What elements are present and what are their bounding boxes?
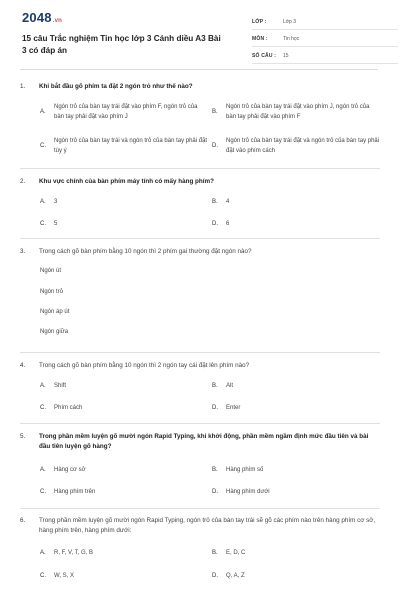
answer-option-a[interactable] bbox=[40, 466, 86, 476]
question-number: 6. bbox=[20, 517, 26, 524]
answer-option-a[interactable] bbox=[40, 382, 66, 392]
question-number: 1. bbox=[20, 83, 26, 90]
meta-value: 15 bbox=[283, 52, 289, 59]
option-text: Ngón trỏ của bàn tay trái đặt vào phím F, ngón trỏ của bàn tay phải đặt vào phím J bbox=[54, 104, 198, 120]
option-text: Hàng phím dưới bbox=[226, 489, 270, 495]
answer-option-b[interactable] bbox=[212, 466, 263, 476]
option-text: Ngón trỏ của bàn tay trái đặt và ngón trỏ của bàn tay phải đặt vào phím cách bbox=[226, 138, 380, 154]
answer-option-d[interactable] bbox=[212, 137, 380, 156]
option-text: 3 bbox=[54, 199, 58, 205]
option-text: Q, A, Z bbox=[226, 573, 245, 579]
question-2 bbox=[20, 177, 380, 187]
question-3 bbox=[20, 247, 380, 257]
question-5 bbox=[20, 432, 380, 452]
divider bbox=[20, 352, 380, 353]
question-text: Trong phần mềm luyện gõ mười ngón Rapid Typing, ngón trỏ của bàn tay trái sẽ gõ các phím nào trên hàng phím cơ sở, hàng phím trên, hàng phím dưới: bbox=[39, 517, 376, 534]
meta-label: SỐ CÂU : bbox=[252, 52, 277, 59]
answer-option[interactable]: Ngón áp út bbox=[40, 309, 70, 315]
option-text: 6 bbox=[226, 221, 230, 227]
question-text: Trong cách gõ bàn phím bằng 10 ngón thì 2 ngón tay cái đặt lên phím nào? bbox=[39, 362, 250, 369]
divider bbox=[20, 168, 380, 169]
option-letter: C. bbox=[40, 405, 46, 411]
option-text: 4 bbox=[226, 199, 230, 205]
option-letter: C. bbox=[40, 573, 46, 579]
answer-option-b[interactable] bbox=[212, 103, 380, 122]
option-text: Ngón trỏ của bàn tay trái đặt vào phím J, ngón trỏ của bàn tay phải đặt vào phím F bbox=[226, 104, 370, 120]
option-letter: B. bbox=[212, 108, 218, 115]
meta-label: LỚP : bbox=[252, 18, 267, 25]
question-text: Khu vực chính của bàn phím máy tính có mấy hàng phím? bbox=[39, 178, 214, 185]
option-text: 5 bbox=[54, 221, 58, 227]
option-letter: A. bbox=[40, 550, 46, 556]
question-number: 5. bbox=[20, 433, 26, 440]
logo-text: 2048 bbox=[22, 10, 52, 25]
answer-option-c[interactable] bbox=[40, 404, 82, 414]
option-letter: A. bbox=[40, 199, 46, 205]
answer-option-a[interactable] bbox=[40, 198, 57, 208]
answer-option-b[interactable] bbox=[212, 198, 229, 208]
option-text: Hàng phím trên bbox=[54, 489, 96, 495]
question-text: Trong phần mềm luyện gõ mười ngón Rapid Typing, khi khởi động, phần mềm ngầm định mức đầu tiên và bài đầu tiên luyện gõ hàng? bbox=[39, 433, 369, 450]
option-letter: C. bbox=[40, 489, 46, 495]
option-letter: A. bbox=[40, 467, 46, 473]
question-4 bbox=[20, 361, 380, 371]
option-letter: D. bbox=[212, 221, 218, 227]
option-letter: D. bbox=[212, 489, 218, 495]
option-letter: B. bbox=[212, 383, 218, 389]
divider bbox=[20, 423, 380, 424]
option-text: W, S, X bbox=[54, 573, 75, 579]
page-header bbox=[20, 0, 378, 70]
option-letter: C. bbox=[40, 142, 46, 149]
option-text: Ngón trỏ của bàn tay trái và ngón trỏ của bàn tay phải đặt tùy ý bbox=[54, 138, 208, 154]
meta-row-class bbox=[252, 15, 398, 30]
meta-info bbox=[252, 15, 398, 66]
question-number: 4. bbox=[20, 362, 26, 369]
answer-option[interactable]: Ngón út bbox=[40, 268, 62, 274]
option-text: Hàng phím số bbox=[226, 467, 264, 473]
question-text: Trong cách gõ bàn phím bằng 10 ngón thì 2 phím gai thường đặt ngón nào? bbox=[39, 248, 252, 255]
option-text: Hàng cơ sở bbox=[54, 467, 86, 473]
question-1 bbox=[20, 82, 380, 92]
meta-row-count bbox=[252, 49, 398, 64]
option-text: Alt bbox=[226, 383, 234, 389]
question-number: 2. bbox=[20, 178, 26, 185]
question-text: Khi bắt đầu gõ phím ta đặt 2 ngón trỏ như thế nào? bbox=[39, 83, 193, 90]
meta-value: Lớp 3 bbox=[283, 18, 297, 25]
answer-option-c[interactable] bbox=[40, 220, 57, 230]
answer-option-b[interactable] bbox=[212, 382, 233, 392]
option-letter: A. bbox=[40, 108, 46, 115]
question-number: 3. bbox=[20, 248, 26, 255]
meta-value: Tin học bbox=[283, 35, 300, 42]
answer-option-c[interactable] bbox=[40, 137, 208, 156]
page-title: 15 câu Trắc nghiệm Tin học lớp 3 Cánh diều A3 Bài 3 có đáp án bbox=[22, 34, 221, 55]
option-letter: D. bbox=[212, 573, 218, 579]
meta-row-subject bbox=[252, 32, 398, 47]
answer-option-a[interactable] bbox=[40, 103, 208, 122]
divider bbox=[20, 238, 380, 239]
option-letter: A. bbox=[40, 383, 46, 389]
answer-option-d[interactable] bbox=[212, 220, 229, 230]
divider bbox=[20, 508, 380, 509]
answer-option-d[interactable] bbox=[212, 572, 245, 582]
option-text: Enter bbox=[226, 405, 241, 411]
option-letter: C. bbox=[40, 221, 46, 227]
option-text: E, D, C bbox=[226, 550, 246, 556]
answer-option-c[interactable] bbox=[40, 572, 74, 582]
answer-option-b[interactable] bbox=[212, 549, 245, 559]
option-text: R, F, V, T, G, B bbox=[54, 550, 94, 556]
option-text: Shift bbox=[54, 383, 67, 389]
option-text: Phím cách bbox=[54, 405, 83, 411]
answer-option-d[interactable] bbox=[212, 488, 270, 498]
option-letter: D. bbox=[212, 405, 218, 411]
option-letter: D. bbox=[212, 142, 218, 149]
site-logo[interactable] bbox=[22, 10, 62, 25]
option-letter: B. bbox=[212, 199, 218, 205]
meta-label: MÔN : bbox=[252, 35, 268, 42]
answer-option[interactable]: Ngón giữa bbox=[40, 329, 69, 335]
answer-option-d[interactable] bbox=[212, 404, 240, 414]
question-6 bbox=[20, 516, 380, 536]
option-letter: B. bbox=[212, 467, 218, 473]
logo-suffix: .vn bbox=[52, 18, 63, 24]
option-letter: B. bbox=[212, 550, 218, 556]
answer-option-c[interactable] bbox=[40, 488, 95, 498]
answer-option-a[interactable] bbox=[40, 549, 93, 559]
answer-option[interactable]: Ngón trỏ bbox=[40, 289, 64, 295]
